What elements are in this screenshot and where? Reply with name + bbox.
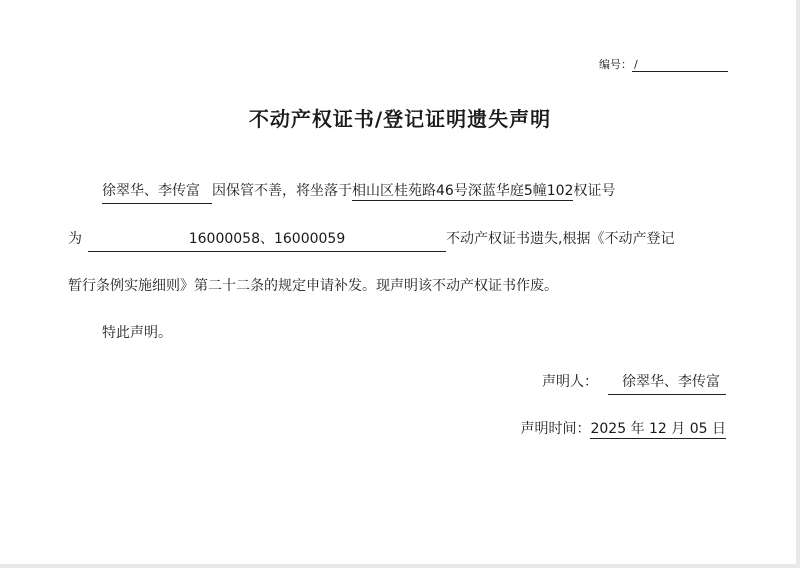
declaration-date-line [520,418,726,440]
statement-line-2 [68,228,730,252]
page-title: 不动产权证书/登记证明遗失声明 [248,107,552,131]
statement-text-1: 因保管不善，将坐落于 [212,183,352,199]
document-number [599,56,728,72]
statement-text-3: 为 [68,231,82,247]
statement-text-5: 暂行条例实施细则》第二十二条的规定申请补发。现声明该不动产权证书作废。 [68,278,558,294]
closing-statement [68,322,764,344]
declarant-line [542,371,726,395]
document-number-value: / [632,58,728,72]
document-number-label: 编号： [599,58,632,71]
owner-names: 徐翠华、李传富 [102,180,212,204]
declaration-date-label: 声明时间： [520,421,591,437]
statement-line-1 [68,180,764,204]
declaration-date: 2025 年 12 月 05 日 [590,421,726,437]
declarant-names: 徐翠华、李传富 [608,371,726,395]
property-address: 相山区桂苑路46号深蓝华庭5幢102 [352,183,574,199]
statement-text-2: 权证号 [573,183,616,199]
declarant-label: 声明人： [542,374,598,390]
closing-text: 特此声明。 [102,325,172,341]
statement-text-4: 不动产权证书遗失,根据《不动产登记 [446,231,675,247]
statement-line-3 [68,275,730,297]
certificate-numbers: 16000058、16000059 [88,228,446,252]
